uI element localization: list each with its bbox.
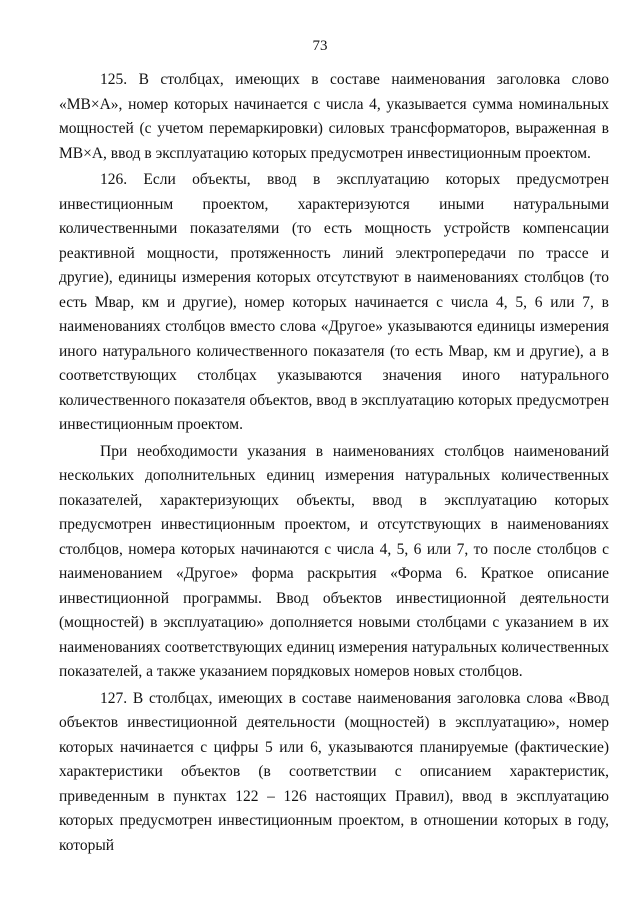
paragraph-additional-units: При необходимости указания в наименованиях столбцов наименований нескольких дополнительных единиц измерения натуральных количественных показателей, характеризующих объекты, ввод в эксплуатацию которых предусмотрен инвестиционным проектом, и отсутствующих в наименованиях столбцов, номера которых начинаются с числа 4, 5, 6 или 7, то после столбцов с наименованием «Другое» форма раскрытия «Форма 6. Краткое описание инвестиционной программы. Ввод объектов инвестиционной деятельности (мощностей) в эксплуатацию» дополняется новыми столбцами с указанием в их наименованиях соответствующих единиц измерения натуральных количественных показателей, а также указанием порядковых номеров новых столбцов. (59, 442, 609, 680)
paragraph-127: 127. В столбцах, имеющих в составе наименования заголовка слова «Ввод объектов инвестиционной деятельности (мощностей) в эксплуатацию», номер которых начинается с цифры 5 или 6, указываются планируемые (фактические) характеристики объектов (в соответствии с описанием характеристик, приведенным в пунктах 122 – 126 настоящих Правил), ввод в эксплуатацию которых предусмотрен инвестиционным проектом, в отношении которых в году, который (59, 689, 609, 854)
page-number: 73 (312, 38, 328, 54)
document-body (59, 68, 609, 860)
paragraph-126: 126. Если объекты, ввод в эксплуатацию которых предусмотрен инвестиционным проектом, характеризуются иными натуральными количественными показателями (то есть мощность устройств компенсации реактивной мощности, протяженность линий электропередачи по трассе и другие), единицы измерения которых отсутствуют в наименованиях столбцов (то есть Мвар, км и другие), номер которых начинается с числа 4, 5, 6 или 7, в наименованиях столбцов вместо слова «Другое» указываются единицы измерения иного натурального количественного показателя (то есть Мвар, км и другие), а в соответствующих столбцах указываются значения иного натурального количественного показателя объектов, ввод в эксплуатацию которых предусмотрен инвестиционным проектом. (59, 171, 609, 433)
paragraph-125: 125. В столбцах, имеющих в составе наименования заголовка слово «МВ×А», номер которых начинается с числа 4, указывается сумма номинальных мощностей (с учетом перемаркировки) силовых трансформаторов, выраженная в МВ×А, ввод в эксплуатацию которых предусмотрен инвестиционным проектом. (59, 71, 609, 162)
